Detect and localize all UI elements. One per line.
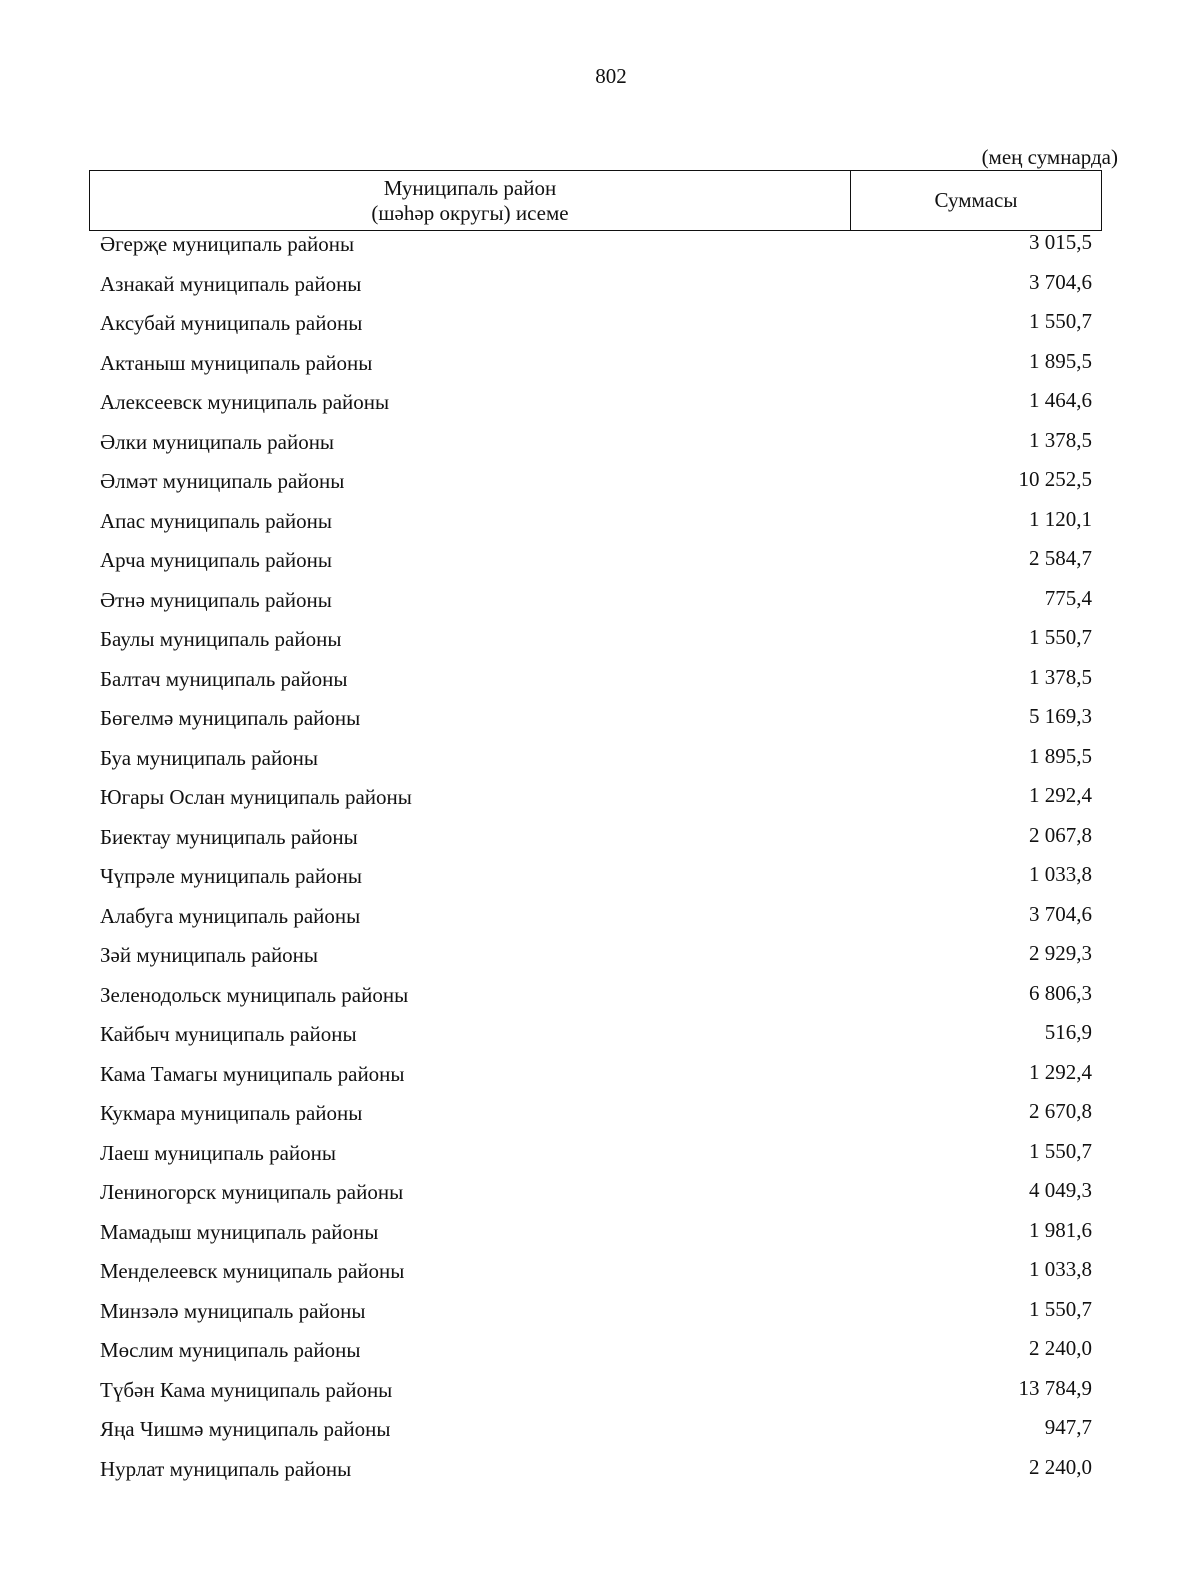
- district-name: Алабуга муниципаль районы: [100, 903, 361, 928]
- header-name-line1: Муниципаль район: [383, 175, 557, 200]
- table-row: [100, 704, 1100, 744]
- table-row: [100, 665, 1100, 705]
- table-row: [100, 388, 1100, 428]
- header-district-name: [90, 171, 851, 230]
- district-name: Әтнә муниципаль районы: [100, 587, 332, 612]
- district-name: Алексеевск муниципаль районы: [100, 390, 390, 414]
- district-name: Биектау муниципаль районы: [100, 824, 358, 849]
- table-row: [100, 1257, 1100, 1297]
- district-name: Азнакай муниципаль районы: [100, 271, 362, 296]
- table-row: [100, 586, 1100, 626]
- district-name: Кайбыч муниципаль районы: [100, 1022, 357, 1046]
- district-name: Әлки муниципаль районы: [100, 429, 335, 454]
- table-row: [100, 270, 1100, 310]
- district-amount: 3 704,6: [1029, 901, 1092, 926]
- district-amount: 3 015,5: [1029, 230, 1092, 254]
- table-row: [100, 823, 1100, 863]
- district-amount: 1 378,5: [1029, 664, 1092, 689]
- district-name: Зәй муниципаль районы: [100, 943, 319, 967]
- page-number: 802: [595, 64, 627, 88]
- district-name: Апас муниципаль районы: [100, 508, 332, 533]
- table-row: [100, 1139, 1100, 1179]
- district-name: Мөслим муниципаль районы: [100, 1338, 361, 1362]
- district-name: Кукмара муниципаль районы: [100, 1101, 363, 1125]
- district-amount: 1 981,6: [1029, 1217, 1092, 1242]
- table-row: [100, 1376, 1100, 1416]
- district-amount: 1 292,4: [1029, 1059, 1092, 1084]
- district-amount: 2 670,8: [1029, 1099, 1092, 1123]
- table-row: [100, 862, 1100, 902]
- district-amount: 1 550,7: [1029, 309, 1092, 333]
- district-amount: 1 292,4: [1029, 783, 1092, 807]
- table-row: [100, 1415, 1100, 1455]
- district-amount: 516,9: [1044, 1020, 1092, 1044]
- table-row: [100, 902, 1100, 942]
- district-amount: 1 550,7: [1029, 1138, 1092, 1163]
- district-name: Балтач муниципаль районы: [100, 666, 348, 691]
- district-name: Бөгелмә муниципаль районы: [100, 706, 361, 730]
- district-name: Әлмәт муниципаль районы: [100, 469, 345, 493]
- district-name: Мамадыш муниципаль районы: [100, 1219, 379, 1244]
- table-row: [100, 1218, 1100, 1258]
- district-amount: 4 049,3: [1029, 1178, 1092, 1202]
- header-sum: Суммасы: [934, 188, 1018, 212]
- table-row: [100, 467, 1100, 507]
- district-name: Аксубай муниципаль районы: [100, 311, 363, 335]
- district-name: Кама Тамагы муниципаль районы: [100, 1061, 405, 1086]
- district-name: Югары Ослан муниципаль районы: [100, 785, 412, 809]
- header-name-line2: (шәһәр округы) исеме: [371, 200, 569, 225]
- district-amount: 1 895,5: [1029, 348, 1092, 373]
- district-amount: 1 033,8: [1029, 862, 1092, 886]
- district-amount: 2 584,7: [1029, 546, 1092, 570]
- district-name: Түбән Кама муниципаль районы: [100, 1377, 393, 1402]
- district-name: Минзәлә муниципаль районы: [100, 1298, 366, 1323]
- district-amount: 6 806,3: [1029, 980, 1092, 1005]
- district-amount: 775,4: [1044, 585, 1092, 610]
- district-name: Менделеевск муниципаль районы: [100, 1259, 405, 1283]
- district-name: Актаныш муниципаль районы: [100, 350, 373, 375]
- table-header: [89, 170, 1102, 231]
- table-body: [100, 230, 1100, 1494]
- district-amount: 5 169,3: [1029, 704, 1092, 728]
- district-name: Зеленодольск муниципаль районы: [100, 982, 409, 1007]
- table-row: [100, 1178, 1100, 1218]
- table-row: [100, 1336, 1100, 1376]
- table-row: [100, 1060, 1100, 1100]
- district-amount: 947,7: [1044, 1415, 1092, 1439]
- table-row: [100, 783, 1100, 823]
- district-amount: 2 929,3: [1029, 941, 1092, 965]
- district-name: Лениногорск муниципаль районы: [100, 1180, 404, 1204]
- table-row: [100, 941, 1100, 981]
- district-amount: 1 550,7: [1029, 1296, 1092, 1321]
- district-name: Баулы муниципаль районы: [100, 627, 342, 651]
- district-amount: 1 464,6: [1029, 388, 1092, 412]
- district-amount: 2 067,8: [1029, 822, 1092, 847]
- district-name: Нурлат муниципаль районы: [100, 1456, 352, 1481]
- district-amount: 1 120,1: [1029, 506, 1092, 531]
- table-row: [100, 230, 1100, 270]
- table-row: [100, 1099, 1100, 1139]
- table-row: [100, 1020, 1100, 1060]
- table-row: [100, 1297, 1100, 1337]
- district-name: Буа муниципаль районы: [100, 745, 319, 770]
- table-row: [100, 625, 1100, 665]
- table-row: [100, 981, 1100, 1021]
- table-row: [100, 546, 1100, 586]
- district-amount: 1 895,5: [1029, 743, 1092, 768]
- district-name: Лаеш муниципаль районы: [100, 1140, 337, 1165]
- district-name: Чүпрәле муниципаль районы: [100, 864, 362, 888]
- district-amount: 3 704,6: [1029, 269, 1092, 294]
- district-amount: 10 252,5: [1018, 467, 1092, 491]
- district-name: Әгерҗе муниципаль районы: [100, 232, 355, 256]
- district-amount: 2 240,0: [1029, 1454, 1092, 1479]
- table-row: [100, 309, 1100, 349]
- district-amount: 1 378,5: [1029, 427, 1092, 452]
- district-amount: 1 550,7: [1029, 625, 1092, 649]
- district-name: Яңа Чишмә муниципаль районы: [100, 1417, 391, 1441]
- table-row: [100, 1455, 1100, 1495]
- units-note: (мең сумнарда): [981, 145, 1118, 169]
- district-name: Арча муниципаль районы: [100, 548, 332, 572]
- district-amount: 1 033,8: [1029, 1257, 1092, 1281]
- district-amount: 2 240,0: [1029, 1336, 1092, 1360]
- table-row: [100, 428, 1100, 468]
- table-row: [100, 349, 1100, 389]
- district-amount: 13 784,9: [1018, 1375, 1092, 1400]
- table-row: [100, 507, 1100, 547]
- table-row: [100, 744, 1100, 784]
